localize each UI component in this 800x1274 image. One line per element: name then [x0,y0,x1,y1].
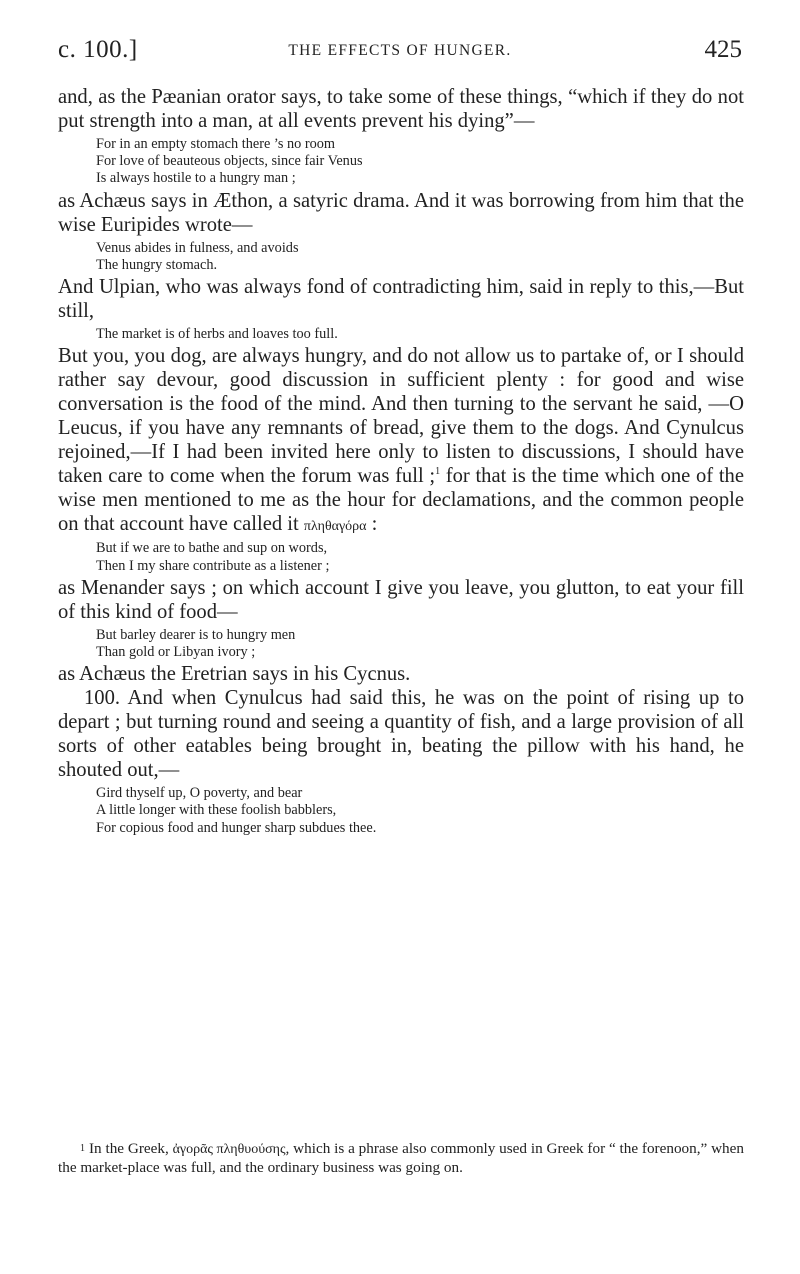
verse-line: But barley dearer is to hungry men [96,626,296,643]
paragraph: and, as the Pæanian orator says, to take some of these things, “which if they do not put strength into a man, at all events prevent his dying”— [58,86,744,132]
verse-line: For copious food and hunger sharp subdues thee. [96,819,377,836]
verse-line: Venus abides in fulness, and avoids [96,239,299,256]
verse-quotation [58,240,744,275]
verse-line: A little longer with these foolish babblers, [96,802,337,819]
verse-line: Is always hostile to a hungry man ; [96,170,296,187]
section-paragraph: 100. And when Cynulcus had said this, he was on the point of rising up to depart ; but turning round and seeing a quantity of fish, and a large provision of all sorts of other eatables being brought in, beating the pillow with his hand, he shouted out,— [58,687,744,782]
paragraph: as Achæus says in Æthon, a satyric drama. And it was borrowing from him that the wise Euripides wrote— [58,189,744,236]
greek-word: πληθαγόρα [303,518,367,534]
page-body [58,86,744,839]
verse-quotation [58,785,744,837]
paragraph: as Achæus the Eretrian says in his Cycnus. [58,663,411,686]
verse-line: For in an empty stomach there ’s no room [96,135,336,152]
verse-quotation [58,540,744,575]
chapter-reference: c. 100.] [58,36,138,63]
verse-line: Then I my share contribute as a listener ; [96,557,330,574]
footnote-mark: 1 [80,1143,85,1154]
footnote-reference: 1 [435,465,441,477]
verse-line: For love of beauteous objects, since fair Venus [96,153,363,170]
verse-line: Than gold or Libyan ivory ; [96,644,256,661]
paragraph: And Ulpian, who was always fond of contradicting him, said in reply to this,—But still, [58,276,744,323]
verse-line: The market is of herbs and loaves too full. [96,325,338,342]
verse-line: Gird thyself up, O poverty, and bear [96,785,303,801]
verse-line: The hungry stomach. [96,256,218,273]
running-title: THE EFFECTS OF HUNGER. [288,42,512,59]
paragraph-text: for that is the time which one of the wise men mentioned to me as the hour for declamations, and the common people on that account have called it [58,464,744,535]
paragraph-text: But you, you dog, are always hungry, and do not allow us to partake of, or I should rather say devour, good discussion in sufficient plenty : for good and wise conversation is the food of the mind. And then turning to the servant he said, —O Leucus, if you have any remnants of bread, give them to the dogs. And Cynulcus rejoined,—If I had been invited here only to listen to discussions, I should have taken care to come when the forum was full ; [58,345,744,487]
footnote [58,1140,744,1176]
footnote-text: In the Greek, [89,1140,173,1157]
verse-line: But if we are to bathe and sup on words, [96,540,328,557]
paragraph: as Menander says ; on which account I give you leave, you glutton, to eat your fill of this kind of food— [58,577,744,623]
verse-quotation [58,326,744,343]
page-number: 425 [704,36,742,63]
verse-quotation [58,136,744,188]
paragraph-text: : [366,512,378,535]
footnote-text: , which is a phrase also commonly used in Greek for “ the forenoon,” when the market-place was full, and the ordinary business was going on. [58,1140,744,1176]
paragraph [58,345,744,538]
verse-quotation [58,627,744,662]
greek-phrase: ἀγορᾶς πληθυούσης [172,1142,286,1157]
running-head [58,36,742,72]
